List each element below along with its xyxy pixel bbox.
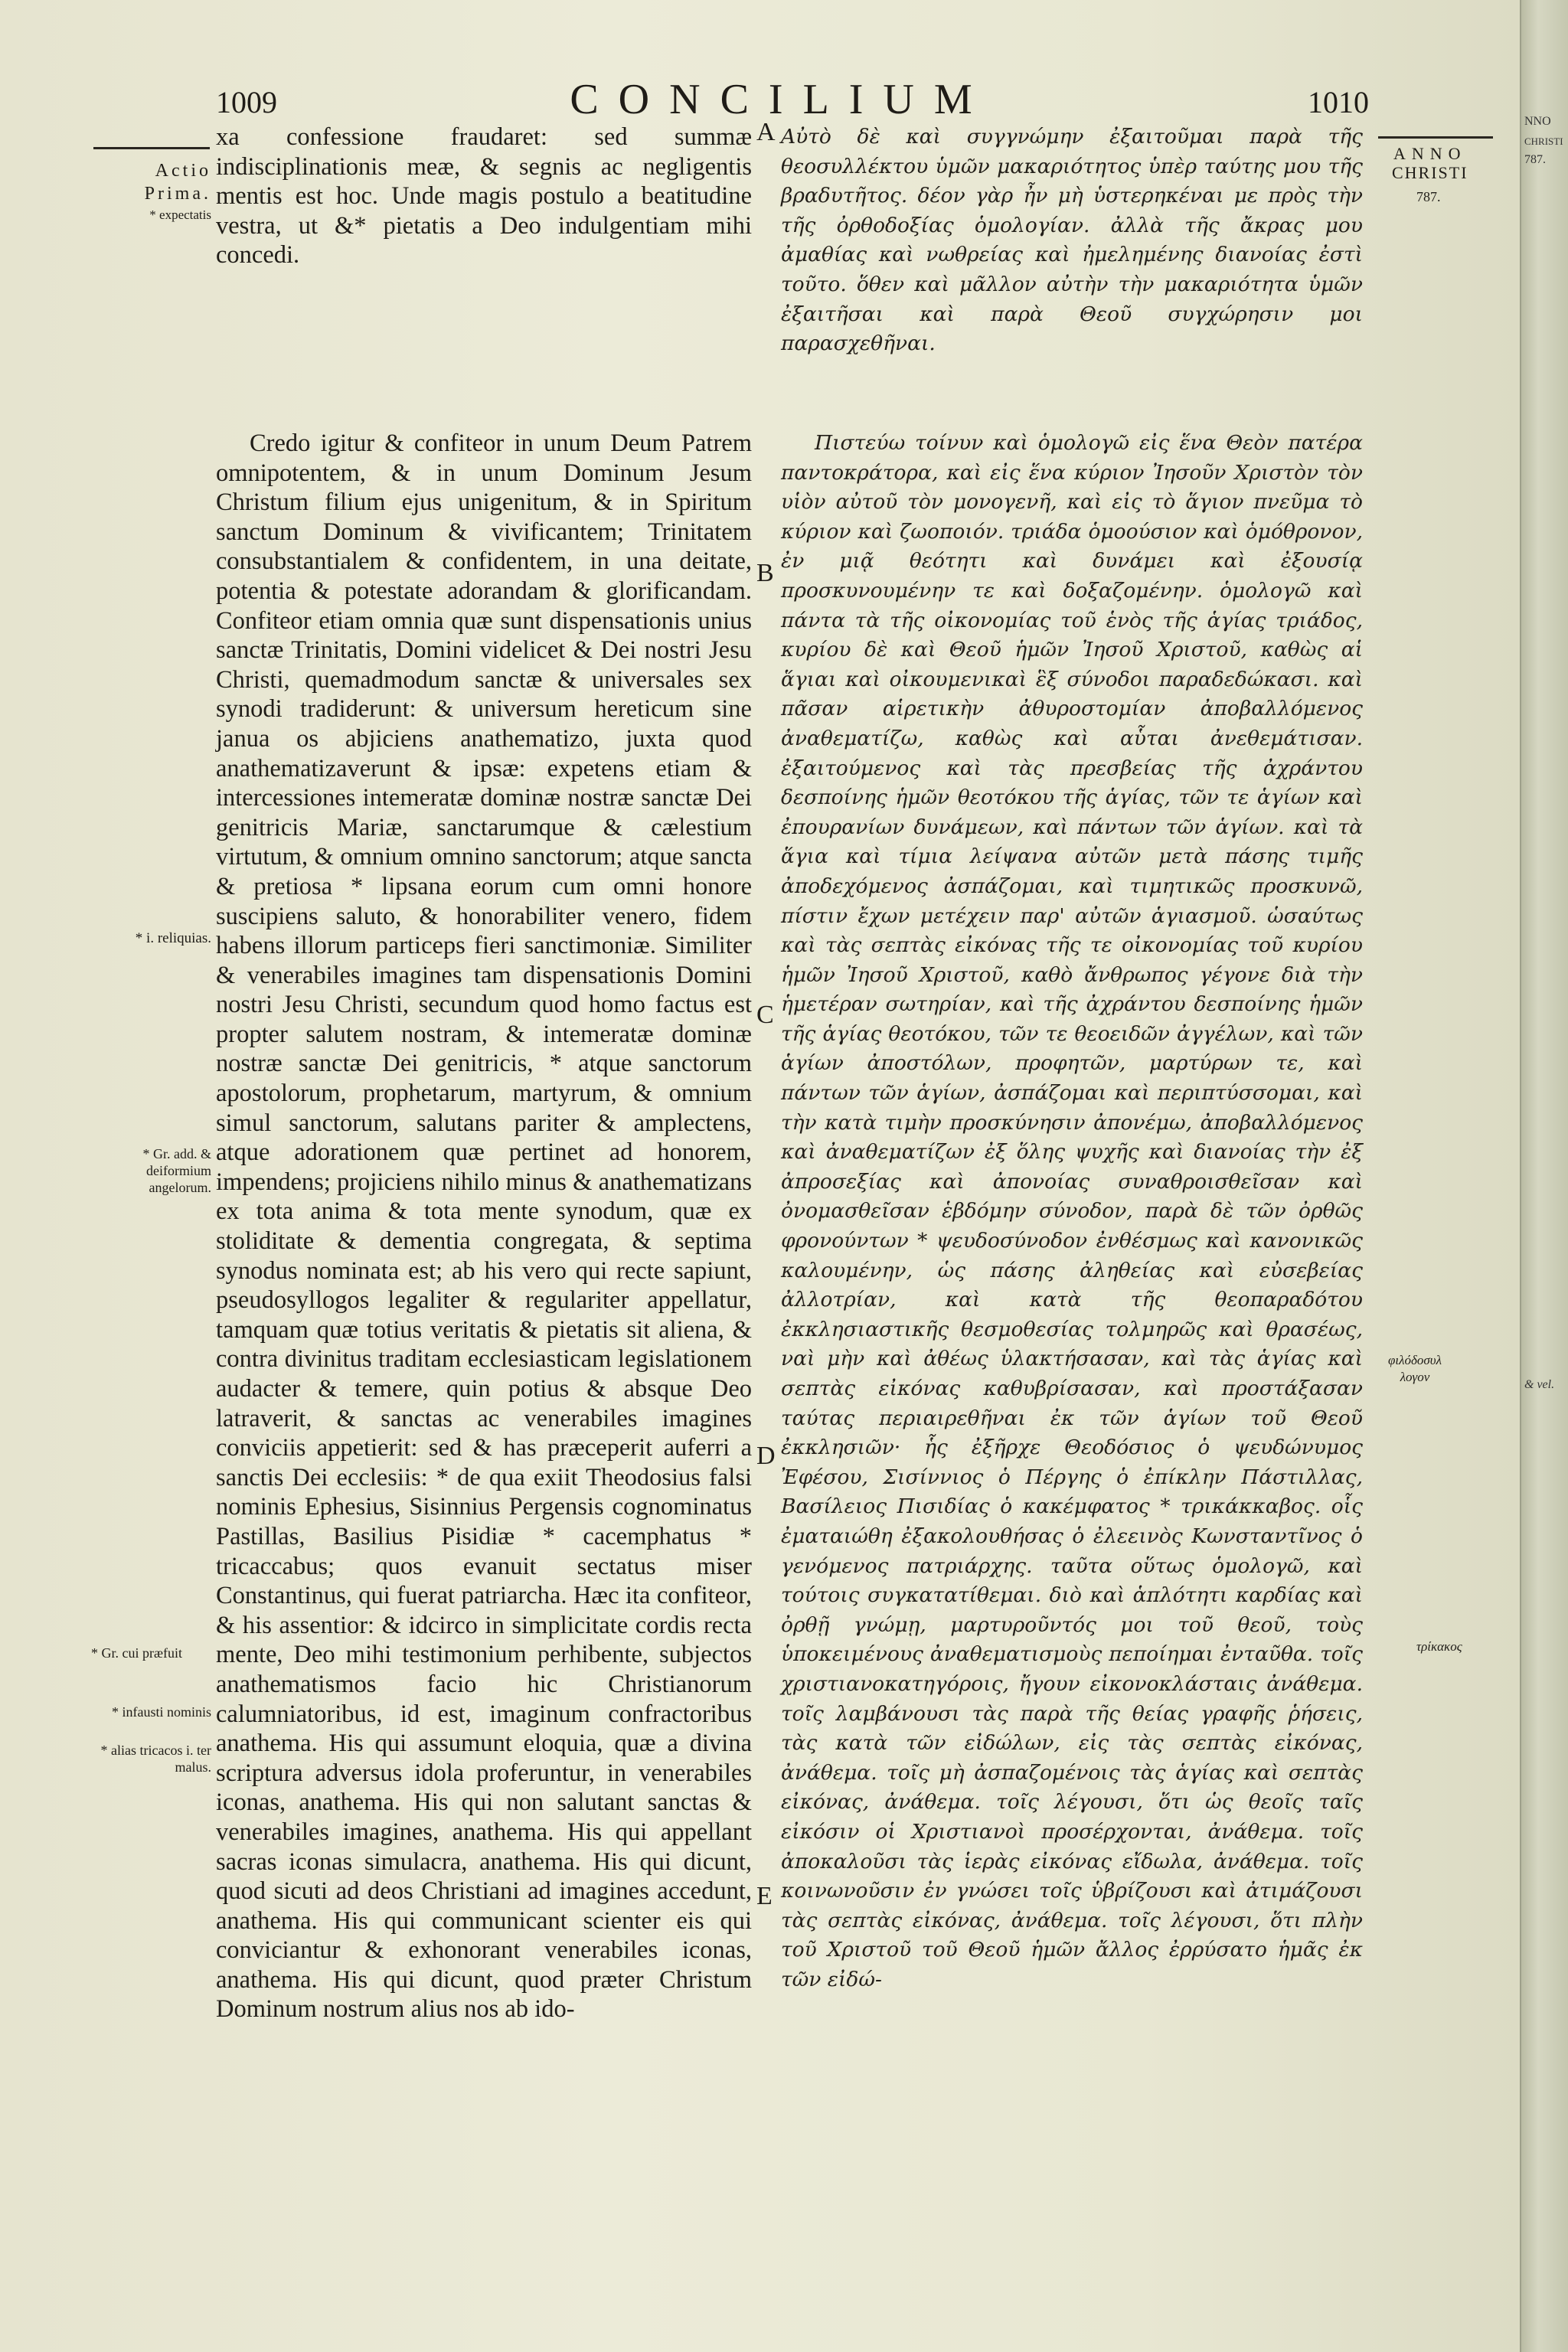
spine-fragment-year: 787.: [1524, 153, 1546, 166]
running-title: CONCILIUM: [570, 76, 992, 123]
margin-note-gr-cui: * Gr. cui præfuit: [91, 1645, 182, 1661]
margin-year: 787.: [1416, 189, 1441, 204]
margin-note-expectatis: * expectatis: [149, 207, 211, 222]
left-margin-rule: [93, 147, 210, 149]
section-letter-b: B: [756, 559, 774, 587]
latin-text-top: xa confessione fraudaret: sed summæ indisciplinationis meæ, & segnis ac negligentis mentis est hoc. Unde magis postulo a beatitudine vestra, ut &* pietatis a Deo indulgentiam mihi concedi.: [216, 123, 752, 270]
latin-credo-paragraph: Credo igitur & confiteor in unum Deum Patrem omnipotentem, & in unum Dominum Jesum Christum filium ejus unigenitum, & in Spiritum sanctum Dominum & vivificantem; Trinitatem consubstantialem & confidentem, in una deitate, potentia & potestate adorandam & glorificandam. Confiteor etiam omnia quæ sunt dispensationis unius sanctæ Trinitatis, Domini videlicet & Dei nostri Jesu Christi, quemadmodum sanctæ & universales sex synodi tradiderunt: & universum hereticum sine janua os abjiciens anathematizo, juxta quod anathematizaverunt & ipsæ: expetens etiam & intercessiones intemeratæ dominæ nostræ sanctæ Dei genitricis Mariæ, sanctarumque & cælestium virtutum, & omnium omnino sanctorum; atque sancta & pretiosa * lipsana eorum cum omni honore suscipiens saluto, & honorabiliter venero, fidem habens illorum particeps fieri sanctimoniæ. Similiter & venerabiles imagines tam dispensationis Domini nostri Jesu Christi, secundum quod homo factus est propter salutem nostram, & intemeratæ dominæ nostræ sanctæ Dei genitricis, * atque sanctorum apostolorum, prophetarum, martyrum, & omnium simul sanctorum, salutans pariter & amplectens, atque adorationem quæ pertinet ad honorem, impendens; projiciens nihilo minus & anathematizans ex tota anima & tota mente synodum, quæ ex stoliditate & dementia congregata, & septima synodus nominata est; ab his vero qui recte sapiunt, pseudosyllogos legaliter & regulariter appellatur, tamquam quæ totius veritatis & pietatis sit aliena, & contra divinitus traditam ecclesiasticam legislationem audacter & temere, quin potius & absque Deo latraverit, & sanctas ac venerabiles imagines conviciis appetierit: sed & has præceperit auferri a sanctis Dei ecclesiis: * de qua exiit Theodosius falsi nominis Ephesius, Sisinnius Pergensis cognominatus Pastillas, Basilius Pisidiæ * cacemphatus * tricaccabus; quos evanuit sectatus miser Constantinus, qui fuerat patriarcha. Hæc ita confiteor, & his assentior: & idcirco in simplicitate cordis recta mente, Deo mihi testimonium perhibente, subjectos anathematismos facio hic Christianorum calumniatoribus, id est, imaginum confractoribus anathema. His qui assumunt eloquia, quæ a divina scriptura adversus idola proferuntur, in venerabiles iconas, anathema. His qui non salutant sanctas & venerabiles imagines, anathema. His qui appellant sacras iconas simulacra, anathema. His qui dicunt, quod sicuti ad deos Christiani ad imagines accedunt, anathema. His qui communicant scienter eis qui conviciantur & exhonorant venerabiles iconas, anathema. His qui dicunt, quod præter Christum Dominum nostrum alius nos ab ido-: [216, 430, 752, 2024]
section-letter-c: C: [756, 1001, 774, 1029]
greek-text-body: [781, 429, 1363, 1994]
margin-anno: ANNO: [1393, 144, 1467, 163]
page-number-right: 1010: [1308, 85, 1369, 119]
spine-fragment-christi: CHRISTI: [1524, 136, 1563, 147]
section-letter-d: D: [756, 1442, 776, 1470]
right-margin-rule: [1378, 136, 1493, 139]
margin-actio: [89, 162, 211, 179]
margin-actio-word: Actio: [155, 161, 211, 181]
latin-text-credo: [216, 429, 752, 2024]
spine-fragment-note: & vel.: [1524, 1378, 1555, 1391]
margin-prima: [89, 185, 211, 202]
section-letter-e: E: [756, 1882, 773, 1910]
margin-prima-word: Prima.: [144, 184, 211, 204]
greek-body-paragraph: Πιστεύω τοίνυν καὶ ὁμολογῶ εἰς ἕνα Θεὸν πατέρα παντοκράτορα, καὶ εἰς ἕνα κύριον Ἰησοῦν Χριστὸν τὸν υἱὸν αὐτοῦ τὸν μονογενῆ, καὶ εἰς τὸ ἅγιον πνεῦμα τὸ κύριον καὶ ζωοποιόν. τριάδα ὁμοούσιον καὶ ὁμόθρονον, ἐν μιᾷ θεότητι καὶ δυνάμει καὶ ἐξουσίᾳ προσκυνουμένην τε καὶ δοξαζομένην. ὁμολογῶ καὶ πάντα τὰ τῆς οἰκονομίας τοῦ ἑνὸς τῆς ἁγίας τριάδος, κυρίου δὲ καὶ Θεοῦ ἡμῶν Ἰησοῦ Χριστοῦ, καθὼς αἱ ἅγιαι καὶ οἰκουμενικαὶ ἓξ σύνοδοι παραδεδώκασι. καὶ πᾶσαν αἱρετικὴν ἀθυροστομίαν ἀποβαλλόμενος ἀναθεματίζω, καθὼς καὶ αὗται ἀνεθεμάτισαν. ἐξαιτούμενος καὶ τὰς πρεσβείας τῆς ἀχράντου δεσποίνης ἡμῶν θεοτόκου τῆς ἁγίας, τῶν τε ἁγίων καὶ ἐπουρανίων δυνάμεων, καὶ πάντων τῶν ἁγίων. καὶ τὰ ἅγια καὶ τίμια λείψανα αὐτῶν μετὰ πάσης τιμῆς ἀποδεχόμενος ἀσπάζομαι, καὶ τιμητικῶς προσκυνῶ, πίστιν ἔχων μετέχειν παρ' αὐτῶν ἁγιασμοῦ. ὡσαύτως καὶ τὰς σεπτὰς εἰκόνας τῆς τε οἰκονομίας τοῦ κυρίου ἡμῶν Ἰησοῦ Χριστοῦ, καθὸ ἄνθρωπος γέγονε διὰ τὴν ἡμετέραν σωτηρίαν, καὶ τῆς ἀχράντου δεσποίνης ἡμῶν τῆς ἁγίας θεοτόκου, τῶν τε θεοειδῶν ἀγγέλων, καὶ τῶν ἁγίων ἀποστόλων, προφητῶν, μαρτύρων τε, καὶ πάντων τῶν ἁγίων, ἀσπάζομαι καὶ περιπτύσσομαι, καὶ τὴν κατὰ τιμὴν προσκύνησιν ἀπονέμω, ἀποβαλλόμενος καὶ ἀναθεματίζων ἐξ ὅλης ψυχῆς καὶ διανοίας τὴν ἐξ ἀπροσεξίας καὶ ἀπονοίας συναθροισθεῖσαν καὶ ὀνομασθεῖσαν ἑβδόμην σύνοδον, παρὰ δὲ τῶν ὀρθῶς φρονούντων * ψευδοσύνοδον ἐνθέσμως καὶ κανονικῶς καλουμένην, ὡς πάσης ἀληθείας καὶ εὐσεβείας ἀλλοτρίαν, καὶ κατὰ τῆς θεοπαραδότου ἐκκλησιαστικῆς θεσμοθεσίας τολμηρῶς καὶ θρασέως, ναὶ μὴν καὶ ἀθέως ὑλακτήσασαν, καὶ τὰς ἁγίας καὶ σεπτὰς εἰκόνας καθυβρίσασαν, καὶ προστάξασαν ταύτας περιαιρεθῆναι ἐκ τῶν ἁγίων τοῦ Θεοῦ ἐκκλησιῶν· ἧς ἐξῆρχε Θεοδόσιος ὁ ψευδώνυμος Ἐφέσου, Σισίννιος ὁ Πέργης ὁ ἐπίκλην Πάστιλλας, Βασίλειος Πισιδίας ὁ κακέμφατος * τρικάκκαβος. οἷς ἐματαιώθη ἐξακολουθήσας ὁ ἐλεεινὸς Κωνσταντῖνος ὁ γενόμενος πατριάρχης. ταῦτα οὕτως ὁμολογῶ, καὶ τούτοις συγκατατίθεμαι. διὸ καὶ ἁπλότητι καρδίας καὶ ὀρθῇ γνώμῃ, μαρτυροῦντός μοι τοῦ θεοῦ, τοὺς ὑποκειμένους ἀναθεματισμοὺς πεποίημαι ἐνταῦθα. τοῖς χριστιανοκατηγόροις, ἤγουν εἰκονοκλάσταις ἀνάθεμα. τοῖς λαμβάνουσι τὰς παρὰ τῆς θείας γραφῆς ῥήσεις, τὰς κατὰ τῶν εἰδώλων, εἰς τὰς σεπτὰς εἰκόνας, ἀνάθεμα. τοῖς μὴ ἀσπαζομένοις τὰς ἁγίας καὶ σεπτὰς εἰκόνας, ἀνάθεμα. τοῖς λέγουσι, ὅτι ὡς θεοῖς ταῖς εἰκόσιν οἱ Χριστιανοὶ προσέρχονται, ἀνάθεμα. τοῖς ἀποκαλοῦσι τὰς ἱερὰς εἰκόνας εἴδωλα, ἀνάθεμα. τοῖς κοινωνοῦσιν ἐν γνώσει τοῖς ὑβρίζουσι καὶ ἀτιμάζουσι τὰς σεπτὰς εἰκόνας, ἀνάθεμα. τοῖς λέγουσι, ὅτι πλὴν τοῦ Χριστοῦ τοῦ Θεοῦ ἡμῶν ἄλλος ἐρρύσατο ἡμᾶς ἐκ τῶν εἰδώ-: [781, 431, 1363, 1991]
margin-note-philodosoul: φιλόδοσυλ λογον: [1388, 1353, 1442, 1384]
margin-note-alias: * alias tricacos i. ter malus.: [100, 1743, 211, 1775]
adjacent-page-edge: [1520, 0, 1568, 2352]
margin-christi: CHRISTI: [1392, 163, 1468, 182]
spine-fragment-anno: NNO: [1524, 115, 1551, 128]
margin-note-gr-add: * Gr. add. & deiformium angelorum.: [142, 1146, 211, 1195]
margin-note-reliquias: * i. reliquias.: [135, 930, 211, 946]
margin-note-infausti: * infausti nominis: [112, 1704, 211, 1720]
page-number-left: 1009: [216, 85, 277, 119]
greek-text-top: Αὐτὸ δὲ καὶ συγγνώμην ἐξαιτοῦμαι παρὰ τῆς θεοσυλλέκτου ὑμῶν μακαριότητος ὑπὲρ ταύτης μου τῆς βραδυτῆτος. δέον γὰρ ἦν μὴ ὑστερηκέναι με πρὸς τὴν τῆς ὀρθοδοξίας ὁμολογίαν. ἀλλὰ τῆς ἄκρας μου ἀμαθίας καὶ νωθρείας καὶ ἠμελημένης διανοίας ἐστὶ τοῦτο. ὅθεν καὶ μᾶλλον αὐτὴν τὴν μακαριότητα ὑμῶν ἐξαιτῆσαι καὶ παρὰ Θεοῦ συγχώρησιν μοι παρασχεθῆναι.: [781, 125, 1363, 356]
section-letter-a: A: [756, 118, 776, 146]
margin-note-trikakos: τρίκακος: [1416, 1639, 1462, 1654]
